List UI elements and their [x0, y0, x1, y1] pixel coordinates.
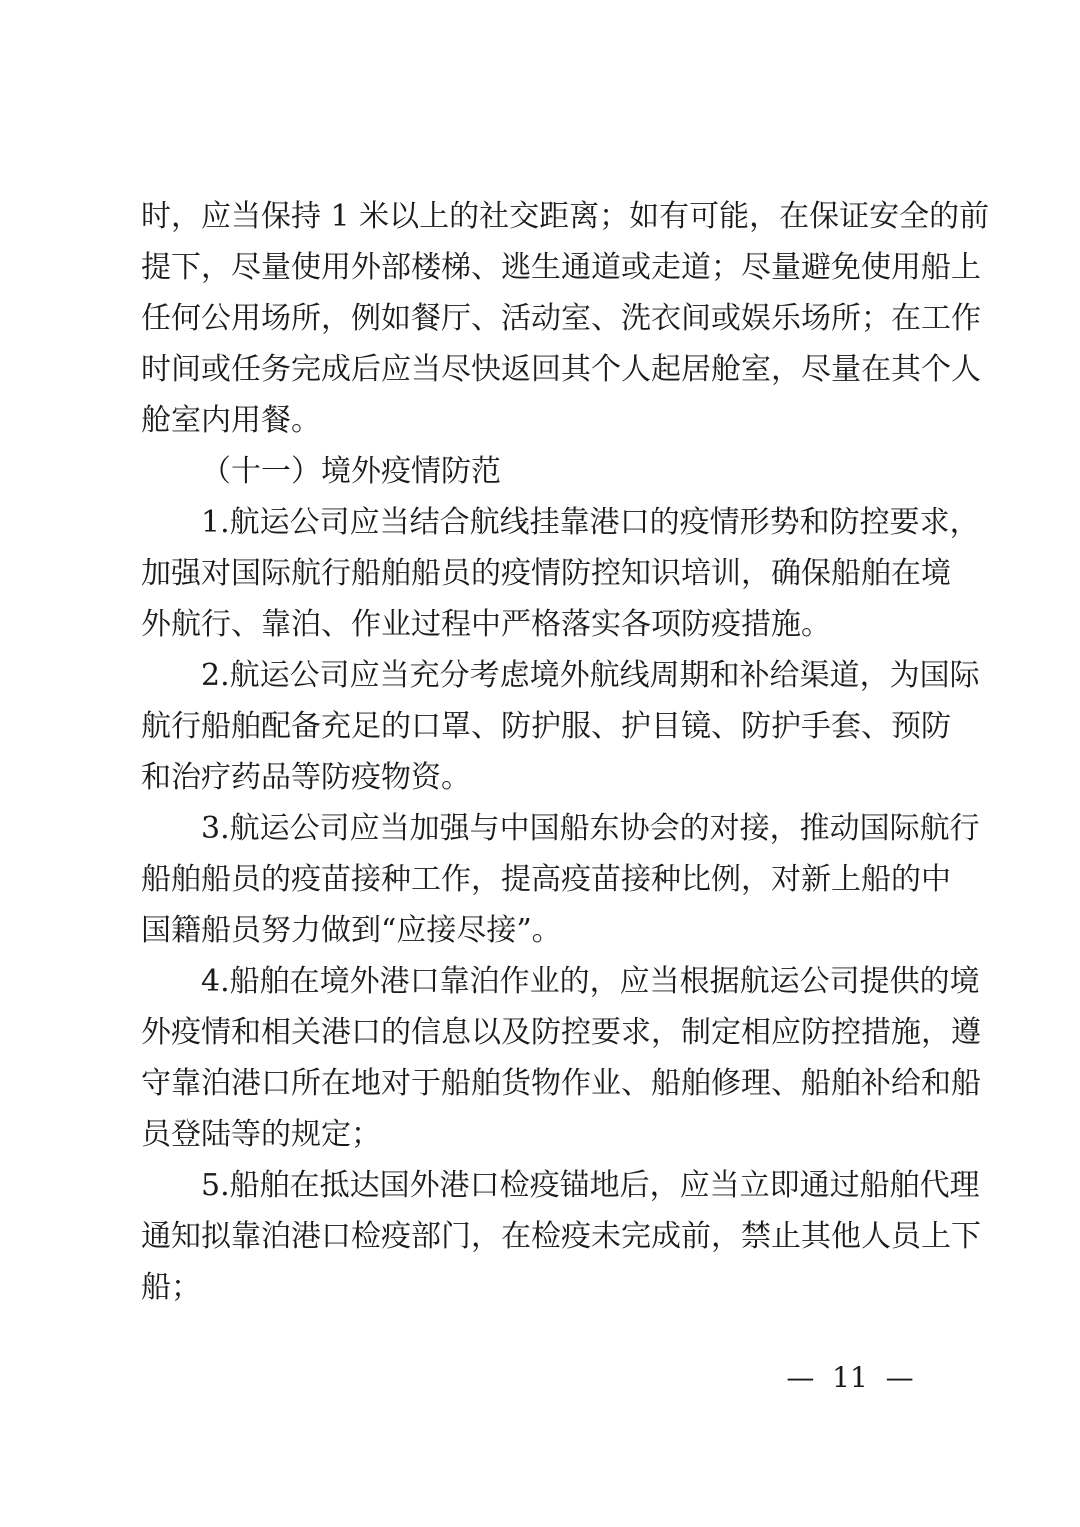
item-5-text-line: 通知拟靠泊港口检疫部门，在检疫未完成前，禁止其他人员上下	[141, 1219, 981, 1254]
item-3-text-line: 国籍船员努力做到“应接尽接”。	[141, 913, 562, 948]
item-4-text-line: 4.船舶在境外港口靠泊作业的，应当根据航运公司提供的境	[201, 964, 980, 999]
item-1-text-line: 外航行、靠泊、作业过程中严格落实各项防疫措施。	[141, 607, 831, 642]
item-4-text-line: 守靠泊港口所在地对于船舶货物作业、船舶修理、船舶补给和船	[141, 1066, 981, 1101]
body-text-line: 时间或任务完成后应当尽快返回其个人起居舱室，尽量在其个人	[141, 352, 981, 387]
body-text-line: 舱室内用餐。	[141, 403, 321, 438]
body-text-line: 任何公用场所，例如餐厅、活动室、洗衣间或娱乐场所；在工作	[141, 301, 981, 336]
body-text-line: 提下，尽量使用外部楼梯、逃生通道或走道；尽量避免使用船上	[141, 250, 981, 285]
page-number: — 11 —	[786, 1361, 914, 1394]
item-5-text-line: 5.船舶在抵达国外港口检疫锚地后，应当立即通过船舶代理	[201, 1168, 980, 1203]
item-1-text-line: 加强对国际航行船舶船员的疫情防控知识培训，确保船舶在境	[141, 556, 951, 591]
item-4-text-line: 外疫情和相关港口的信息以及防控要求，制定相应防控措施，遵	[141, 1015, 981, 1050]
item-2-text-line: 航行船舶配备充足的口罩、防护服、护目镜、防护手套、预防	[141, 709, 951, 744]
item-3-text-line: 船舶船员的疫苗接种工作，提高疫苗接种比例，对新上船的中	[141, 862, 951, 897]
item-1-text-line: 1.航运公司应当结合航线挂靠港口的疫情形势和防控要求，	[201, 505, 980, 540]
item-3-text-line: 3.航运公司应当加强与中国船东协会的对接，推动国际航行	[201, 811, 980, 846]
section-heading: （十一）境外疫情防范	[201, 454, 501, 489]
item-5-text-line: 船；	[141, 1270, 201, 1305]
item-4-text-line: 员登陆等的规定；	[141, 1117, 381, 1152]
body-text-line: 时，应当保持 1 米以上的社交距离；如有可能，在保证安全的前	[141, 199, 990, 234]
item-2-text-line: 和治疗药品等防疫物资。	[141, 760, 471, 795]
item-2-text-line: 2.航运公司应当充分考虑境外航线周期和补给渠道，为国际	[201, 658, 980, 693]
